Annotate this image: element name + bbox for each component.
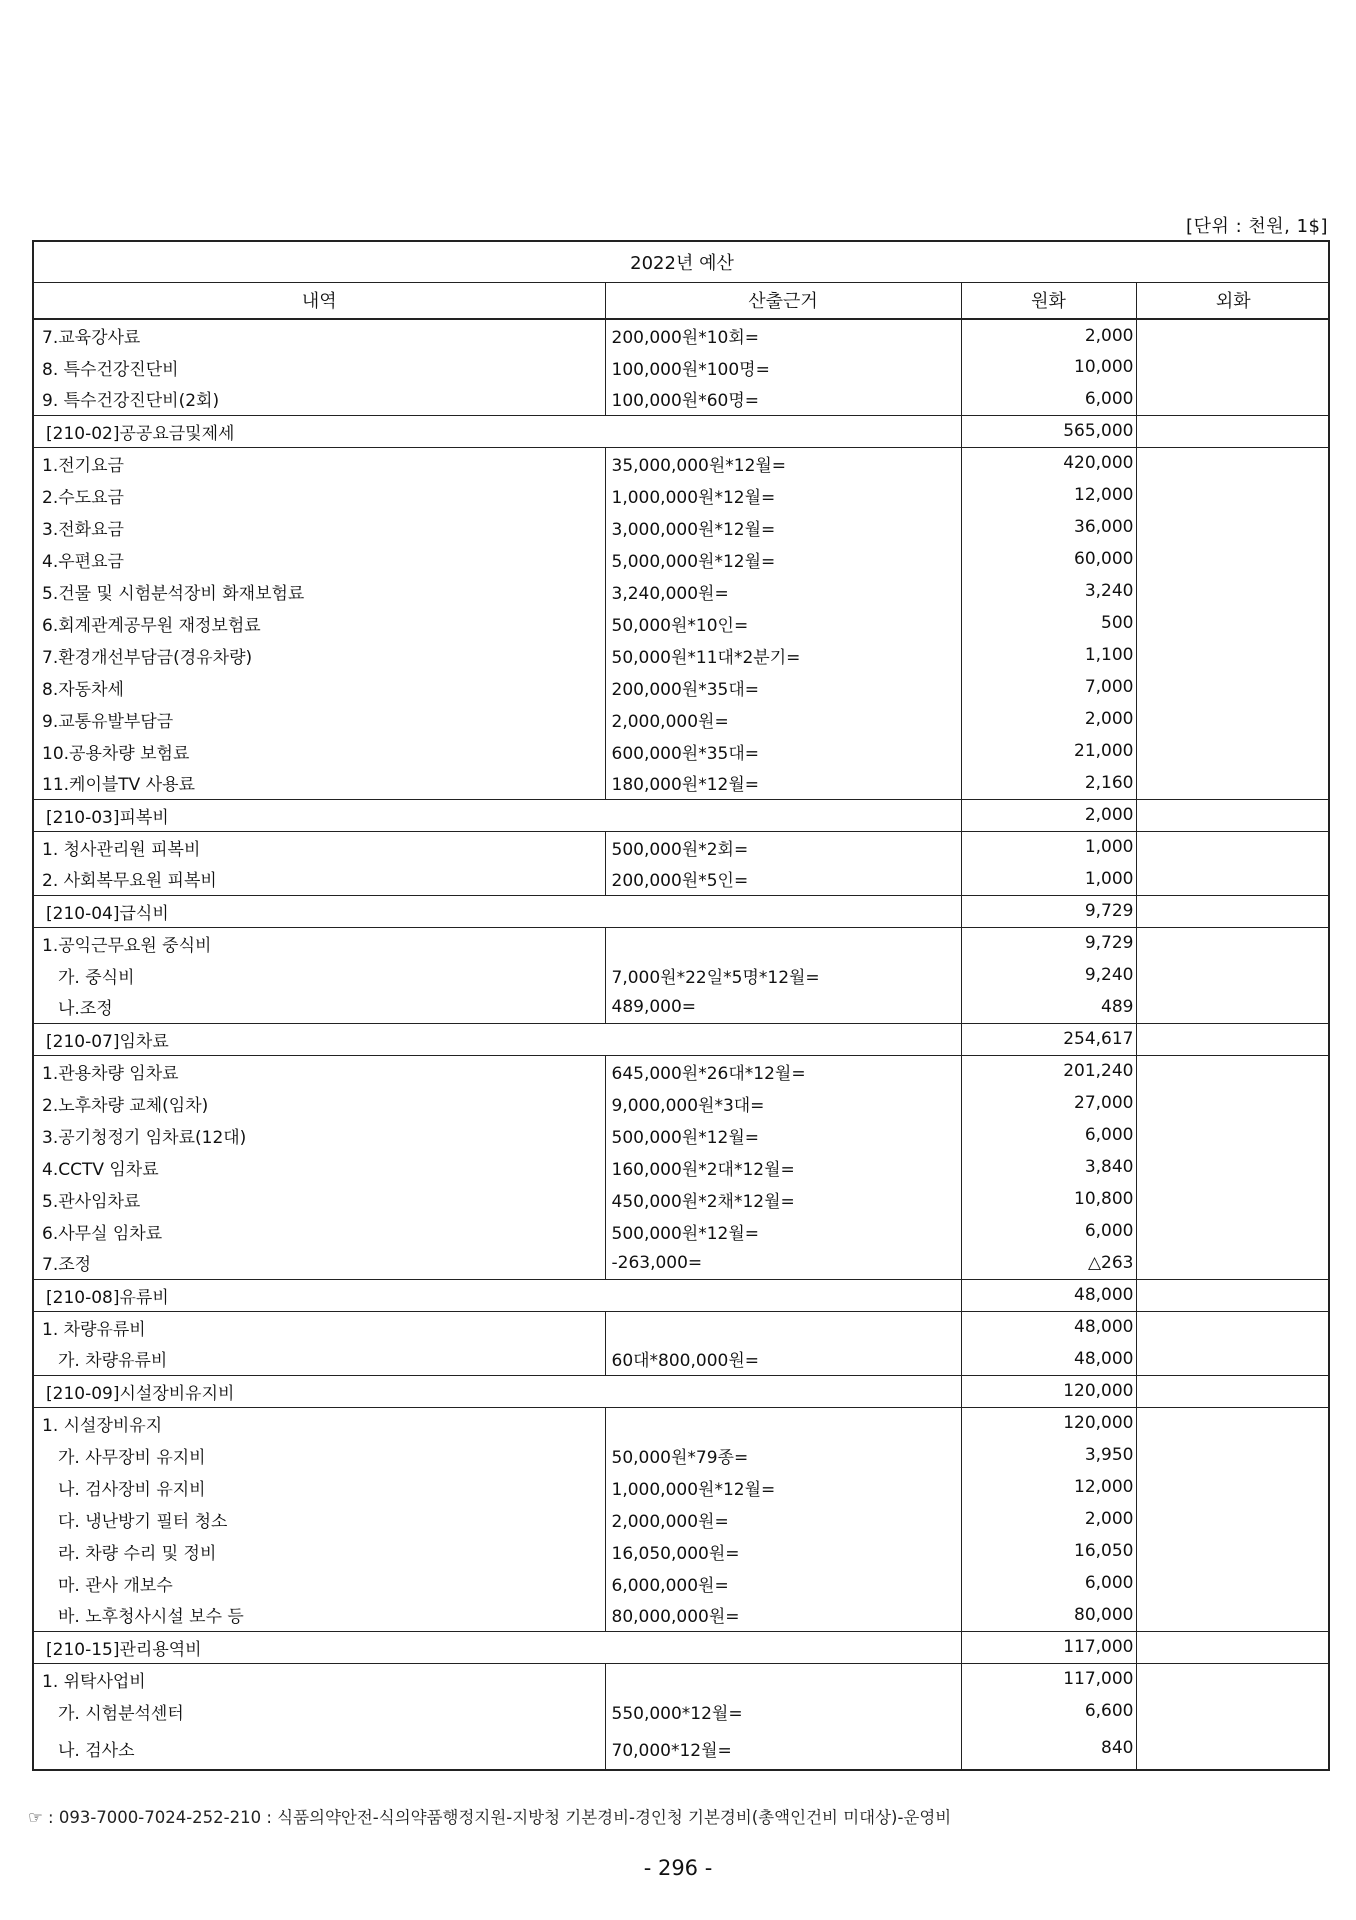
cell-basis: 489,000= — [605, 991, 961, 1023]
table-row — [34, 1407, 1330, 1439]
cell-desc: 2.노후차량 교체(임차) — [34, 1087, 605, 1119]
cell-basis: 16,050,000원= — [605, 1535, 961, 1567]
cell-basis: 500,000원*12월= — [605, 1215, 961, 1247]
cell-basis: 160,000원*2대*12월= — [605, 1151, 961, 1183]
table-row — [34, 447, 1330, 479]
cell-foreign — [1136, 1343, 1330, 1375]
cell-desc: 가. 사무장비 유지비 — [34, 1439, 605, 1471]
table-group-row — [34, 1023, 1330, 1055]
budget-table — [34, 242, 1330, 1769]
cell-krw: 201,240 — [961, 1055, 1136, 1087]
cell-krw: 9,729 — [961, 895, 1136, 927]
cell-krw: 2,000 — [961, 799, 1136, 831]
cell-desc: 9.교통유발부담금 — [34, 703, 605, 735]
cell-foreign — [1136, 1631, 1330, 1663]
table-row — [34, 1599, 1330, 1631]
table-row — [34, 543, 1330, 575]
cell-desc: 나. 검사소 — [34, 1727, 605, 1769]
cell-desc: 8. 특수건강진단비 — [34, 351, 605, 383]
cell-basis: 645,000원*26대*12월= — [605, 1055, 961, 1087]
cell-krw: 117,000 — [961, 1663, 1136, 1695]
cell-basis: 3,240,000원= — [605, 575, 961, 607]
cell-krw: 1,000 — [961, 863, 1136, 895]
cell-krw: 48,000 — [961, 1343, 1136, 1375]
cell-desc: 10.공용차량 보험료 — [34, 735, 605, 767]
cell-basis: 50,000원*10인= — [605, 607, 961, 639]
cell-desc: [210-07]임차료 — [34, 1023, 961, 1055]
cell-foreign — [1136, 1663, 1330, 1695]
cell-desc: 다. 냉난방기 필터 청소 — [34, 1503, 605, 1535]
cell-basis: 200,000원*10회= — [605, 319, 961, 351]
cell-desc: 5.건물 및 시험분석장비 화재보험료 — [34, 575, 605, 607]
cell-krw: 21,000 — [961, 735, 1136, 767]
cell-desc: [210-03]피복비 — [34, 799, 961, 831]
cell-basis: 60대*800,000원= — [605, 1343, 961, 1375]
cell-foreign — [1136, 863, 1330, 895]
cell-basis: 2,000,000원= — [605, 1503, 961, 1535]
cell-foreign — [1136, 1151, 1330, 1183]
table-row — [34, 1503, 1330, 1535]
cell-foreign — [1136, 831, 1330, 863]
cell-krw: 80,000 — [961, 1599, 1136, 1631]
table-group-row — [34, 1631, 1330, 1663]
table-row — [34, 1567, 1330, 1599]
cell-krw: 16,050 — [961, 1535, 1136, 1567]
cell-krw: 48,000 — [961, 1311, 1136, 1343]
cell-krw: 60,000 — [961, 543, 1136, 575]
table-group-row — [34, 1279, 1330, 1311]
cell-basis: 35,000,000원*12월= — [605, 447, 961, 479]
cell-basis: 7,000원*22일*5명*12월= — [605, 959, 961, 991]
table-row — [34, 1055, 1330, 1087]
cell-desc: 1.관용차량 임차료 — [34, 1055, 605, 1087]
cell-krw: 2,160 — [961, 767, 1136, 799]
cell-basis — [605, 1311, 961, 1343]
cell-foreign — [1136, 1727, 1330, 1769]
cell-basis: 70,000*12월= — [605, 1727, 961, 1769]
cell-desc: 4.우편요금 — [34, 543, 605, 575]
table-body — [34, 319, 1330, 1769]
cell-krw: 9,240 — [961, 959, 1136, 991]
cell-basis: 6,000,000원= — [605, 1567, 961, 1599]
cell-foreign — [1136, 351, 1330, 383]
cell-foreign — [1136, 991, 1330, 1023]
table-row — [34, 1087, 1330, 1119]
table-row — [34, 639, 1330, 671]
cell-krw: 2,000 — [961, 319, 1136, 351]
cell-krw: 9,729 — [961, 927, 1136, 959]
cell-desc: 3.전화요금 — [34, 511, 605, 543]
cell-desc: 나. 검사장비 유지비 — [34, 1471, 605, 1503]
column-header-krw: 원화 — [961, 282, 1136, 319]
cell-foreign — [1136, 1535, 1330, 1567]
cell-foreign — [1136, 1087, 1330, 1119]
cell-foreign — [1136, 959, 1330, 991]
cell-krw: △263 — [961, 1247, 1136, 1279]
cell-basis: 3,000,000원*12월= — [605, 511, 961, 543]
cell-basis: 50,000원*11대*2분기= — [605, 639, 961, 671]
cell-desc: 7.환경개선부담금(경유차량) — [34, 639, 605, 671]
cell-foreign — [1136, 607, 1330, 639]
cell-basis: 50,000원*79종= — [605, 1439, 961, 1471]
cell-foreign — [1136, 415, 1330, 447]
cell-foreign — [1136, 1407, 1330, 1439]
cell-krw: 6,000 — [961, 383, 1136, 415]
cell-basis: -263,000= — [605, 1247, 961, 1279]
cell-foreign — [1136, 575, 1330, 607]
table-row — [34, 831, 1330, 863]
cell-foreign — [1136, 1247, 1330, 1279]
table-row — [34, 959, 1330, 991]
cell-basis — [605, 1407, 961, 1439]
table-row — [34, 511, 1330, 543]
cell-krw: 420,000 — [961, 447, 1136, 479]
cell-krw: 12,000 — [961, 1471, 1136, 1503]
cell-foreign — [1136, 447, 1330, 479]
cell-krw: 10,800 — [961, 1183, 1136, 1215]
cell-foreign — [1136, 1695, 1330, 1727]
table-row — [34, 575, 1330, 607]
cell-foreign — [1136, 1215, 1330, 1247]
cell-foreign — [1136, 895, 1330, 927]
table-group-row — [34, 415, 1330, 447]
cell-krw: 27,000 — [961, 1087, 1136, 1119]
cell-desc: 1. 청사관리원 피복비 — [34, 831, 605, 863]
cell-basis: 600,000원*35대= — [605, 735, 961, 767]
table-row — [34, 1311, 1330, 1343]
table-row — [34, 703, 1330, 735]
cell-krw: 3,840 — [961, 1151, 1136, 1183]
cell-krw: 500 — [961, 607, 1136, 639]
cell-foreign — [1136, 1279, 1330, 1311]
table-row — [34, 351, 1330, 383]
cell-krw: 117,000 — [961, 1631, 1136, 1663]
table-row — [34, 383, 1330, 415]
table-group-row — [34, 1375, 1330, 1407]
cell-basis: 200,000원*35대= — [605, 671, 961, 703]
cell-desc: 1. 위탁사업비 — [34, 1663, 605, 1695]
cell-desc: 7.교육강사료 — [34, 319, 605, 351]
cell-krw: 6,000 — [961, 1215, 1136, 1247]
cell-desc: 9. 특수건강진단비(2회) — [34, 383, 605, 415]
cell-basis: 80,000,000원= — [605, 1599, 961, 1631]
cell-krw: 2,000 — [961, 703, 1136, 735]
table-row — [34, 1119, 1330, 1151]
cell-desc: 가. 차량유류비 — [34, 1343, 605, 1375]
cell-basis: 500,000원*12월= — [605, 1119, 961, 1151]
table-row — [34, 1343, 1330, 1375]
cell-desc: 6.사무실 임차료 — [34, 1215, 605, 1247]
cell-desc: 8.자동차세 — [34, 671, 605, 703]
cell-foreign — [1136, 543, 1330, 575]
cell-krw: 1,000 — [961, 831, 1136, 863]
cell-krw: 120,000 — [961, 1407, 1136, 1439]
cell-desc: 1.공익근무요원 중식비 — [34, 927, 605, 959]
cell-krw: 6,600 — [961, 1695, 1136, 1727]
cell-basis: 450,000원*2채*12월= — [605, 1183, 961, 1215]
cell-basis: 100,000원*60명= — [605, 383, 961, 415]
cell-krw: 3,240 — [961, 575, 1136, 607]
cell-desc: 가. 시험분석센터 — [34, 1695, 605, 1727]
cell-desc: 3.공기청정기 임차료(12대) — [34, 1119, 605, 1151]
column-header-basis: 산출근거 — [605, 282, 961, 319]
cell-desc: [210-04]급식비 — [34, 895, 961, 927]
cell-krw: 10,000 — [961, 351, 1136, 383]
cell-basis: 1,000,000원*12월= — [605, 479, 961, 511]
footnote: ☞ : 093-7000-7024-252-210 : 식품의약안전-식의약품행정지원-지방청 기본경비-경인청 기본경비(총액인건비 미대상)-운영비 — [28, 1808, 952, 1827]
cell-krw: 7,000 — [961, 671, 1136, 703]
cell-foreign — [1136, 1503, 1330, 1535]
column-header-foreign: 외화 — [1136, 282, 1330, 319]
table-row — [34, 1727, 1330, 1769]
cell-krw: 3,950 — [961, 1439, 1136, 1471]
cell-desc: 1. 시설장비유지 — [34, 1407, 605, 1439]
cell-foreign — [1136, 799, 1330, 831]
table-row — [34, 671, 1330, 703]
cell-foreign — [1136, 1055, 1330, 1087]
table-row — [34, 735, 1330, 767]
table-row — [34, 1151, 1330, 1183]
cell-desc: 가. 중식비 — [34, 959, 605, 991]
cell-foreign — [1136, 319, 1330, 351]
table-row — [34, 1663, 1330, 1695]
cell-basis: 180,000원*12월= — [605, 767, 961, 799]
cell-foreign — [1136, 383, 1330, 415]
table-row — [34, 767, 1330, 799]
cell-foreign — [1136, 1023, 1330, 1055]
cell-foreign — [1136, 735, 1330, 767]
unit-label: [단위 : 천원, 1$] — [1186, 216, 1328, 237]
cell-desc: 바. 노후청사시설 보수 등 — [34, 1599, 605, 1631]
cell-krw: 120,000 — [961, 1375, 1136, 1407]
cell-foreign — [1136, 479, 1330, 511]
cell-basis: 200,000원*5인= — [605, 863, 961, 895]
cell-foreign — [1136, 639, 1330, 671]
cell-basis: 1,000,000원*12월= — [605, 1471, 961, 1503]
cell-foreign — [1136, 1183, 1330, 1215]
cell-desc: 2. 사회복무요원 피복비 — [34, 863, 605, 895]
cell-desc: [210-09]시설장비유지비 — [34, 1375, 961, 1407]
cell-krw: 1,100 — [961, 639, 1136, 671]
cell-krw: 48,000 — [961, 1279, 1136, 1311]
table-row — [34, 607, 1330, 639]
cell-basis: 500,000원*2회= — [605, 831, 961, 863]
cell-desc: [210-02]공공요금및제세 — [34, 415, 961, 447]
cell-basis: 5,000,000원*12월= — [605, 543, 961, 575]
cell-basis: 9,000,000원*3대= — [605, 1087, 961, 1119]
table-row — [34, 1183, 1330, 1215]
cell-desc: 나.조정 — [34, 991, 605, 1023]
table-row — [34, 1695, 1330, 1727]
table-row — [34, 1247, 1330, 1279]
table-row — [34, 1439, 1330, 1471]
cell-desc: 1. 차량유류비 — [34, 1311, 605, 1343]
table-row — [34, 863, 1330, 895]
cell-foreign — [1136, 1567, 1330, 1599]
cell-foreign — [1136, 703, 1330, 735]
cell-basis: 2,000,000원= — [605, 703, 961, 735]
cell-desc: 7.조정 — [34, 1247, 605, 1279]
cell-desc: 1.전기요금 — [34, 447, 605, 479]
cell-foreign — [1136, 1439, 1330, 1471]
cell-foreign — [1136, 1471, 1330, 1503]
cell-krw: 2,000 — [961, 1503, 1136, 1535]
cell-basis: 550,000*12월= — [605, 1695, 961, 1727]
cell-foreign — [1136, 1311, 1330, 1343]
table-row — [34, 1535, 1330, 1567]
cell-krw: 565,000 — [961, 415, 1136, 447]
cell-desc: [210-08]유류비 — [34, 1279, 961, 1311]
cell-krw: 6,000 — [961, 1567, 1136, 1599]
cell-desc: 2.수도요금 — [34, 479, 605, 511]
table-row — [34, 991, 1330, 1023]
cell-krw: 840 — [961, 1727, 1136, 1769]
cell-basis — [605, 927, 961, 959]
year-header: 2022년 예산 — [34, 242, 1330, 282]
cell-krw: 6,000 — [961, 1119, 1136, 1151]
table-row — [34, 479, 1330, 511]
budget-table-container — [32, 240, 1330, 1771]
cell-krw: 36,000 — [961, 511, 1136, 543]
table-row — [34, 319, 1330, 351]
cell-foreign — [1136, 1119, 1330, 1151]
cell-desc: 11.케이블TV 사용료 — [34, 767, 605, 799]
cell-desc: 라. 차량 수리 및 정비 — [34, 1535, 605, 1567]
page-number: - 296 - — [643, 1856, 713, 1880]
table-group-row — [34, 799, 1330, 831]
cell-foreign — [1136, 671, 1330, 703]
cell-basis — [605, 1663, 961, 1695]
table-row — [34, 1215, 1330, 1247]
cell-krw: 254,617 — [961, 1023, 1136, 1055]
cell-desc: 4.CCTV 임차료 — [34, 1151, 605, 1183]
table-group-row — [34, 895, 1330, 927]
cell-foreign — [1136, 1375, 1330, 1407]
cell-foreign — [1136, 1599, 1330, 1631]
cell-krw: 12,000 — [961, 479, 1136, 511]
cell-desc: 5.관사임차료 — [34, 1183, 605, 1215]
cell-foreign — [1136, 511, 1330, 543]
column-header-desc: 내역 — [34, 282, 605, 319]
cell-desc: 6.회계관계공무원 재정보험료 — [34, 607, 605, 639]
cell-desc: [210-15]관리용역비 — [34, 1631, 961, 1663]
table-row — [34, 927, 1330, 959]
cell-foreign — [1136, 767, 1330, 799]
cell-krw: 489 — [961, 991, 1136, 1023]
cell-desc: 마. 관사 개보수 — [34, 1567, 605, 1599]
table-row — [34, 1471, 1330, 1503]
cell-foreign — [1136, 927, 1330, 959]
cell-basis: 100,000원*100명= — [605, 351, 961, 383]
